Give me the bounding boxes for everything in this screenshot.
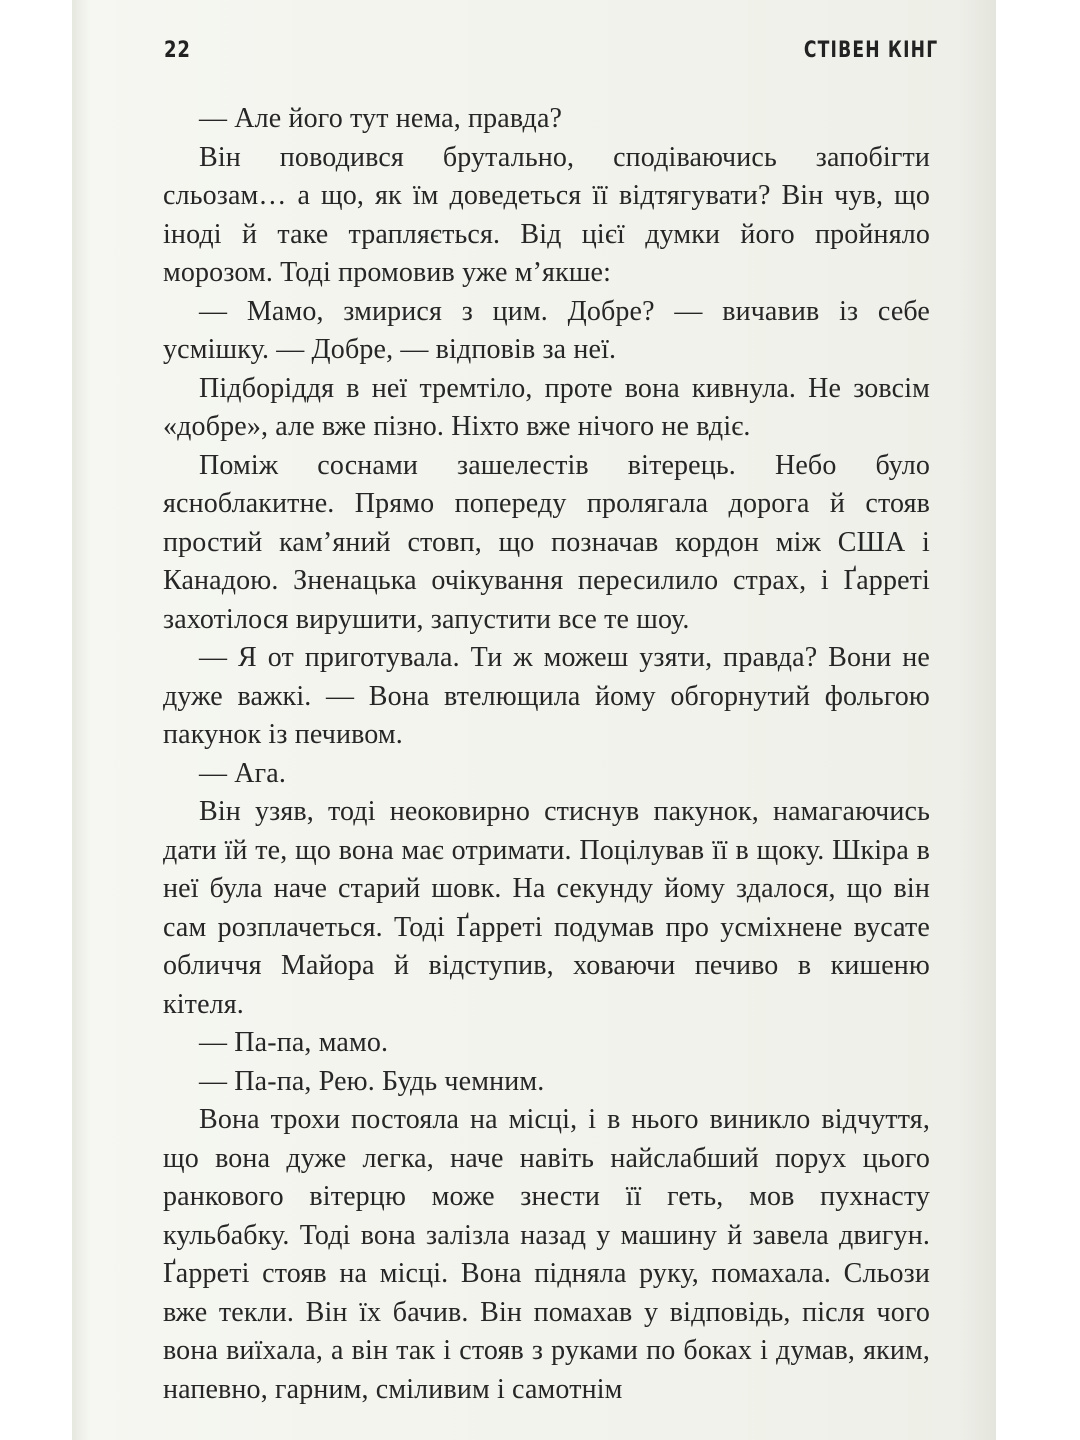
paragraph: Вона трохи постояла на місці, і в нього виникло відчуття, що вона дуже легка, наче навіть найслабший порух цього ранкового вітерцю може знести її геть, мов пухнасту кульбабку. Тоді вона залізла назад у машину й завела двигун. Ґарреті стояв на місці. Вона підняла руку, помахала. Сльози вже текли. Він їх бачив. Він помахав у відповідь, після чого вона виїхала, а він так і стояв з руками по боках і думав, яким, напевно, гарним, сміливим і самотнім <box>163 1104 930 1405</box>
page-fold-shadow <box>72 0 90 1440</box>
paragraph: — Мамо, змирися з цим. Добре? — вичавив із себе усмішку. — Добре, — відповів за неї. <box>163 295 930 365</box>
page-number: 22 <box>164 38 191 63</box>
paragraph: — Але його тут нема, правда? <box>199 103 563 134</box>
page-header <box>164 38 938 78</box>
paragraph: Поміж соснами зашелестів вітерець. Небо було ясноблакитне. Прямо попереду пролягала дорога й стояв простий кам’яний стовп, що позначав кордон між США і Канадою. Зненацька очікування пересилило страх, і Ґарреті захотілося вирушити, запустити все те шоу. <box>163 449 930 635</box>
body-text <box>163 100 930 1409</box>
running-head-author: СТІВЕН КІНГ <box>803 38 938 63</box>
book-page <box>72 0 996 1440</box>
paragraph: — Па-па, мамо. <box>199 1027 389 1058</box>
paragraph: — Ага. <box>199 757 287 789</box>
paragraph: Підборіддя в неї тремтіло, проте вона кивнула. Не зовсім «добре», але вже пізно. Ніхто вже нічого не вдіє. <box>163 372 930 442</box>
paragraph: — Па-па, Рею. Будь чемним. <box>199 1065 545 1097</box>
paragraph: — Я от приготувала. Ти ж можеш узяти, правда? Вони не дуже важкі. — Вона втелющила йому обгорнутий фольгою пакунок із печивом. <box>163 642 930 750</box>
paragraph: Він поводився брутально, сподіваючись запобігти сльозам… а що, як їм доведеться її відтягувати? Він чув, що іноді й таке трапляється. Від цієї думки його пройняло морозом. Тоді промовив уже м’якше: <box>163 141 930 288</box>
paragraph: Він узяв, тоді неоковирно стиснув пакунок, намагаючись дати їй те, що вона має отримати. Поцілував її в щоку. Шкіра в неї була наче старий шовк. На секунду йому здалося, що він сам розплачеться. Тоді Ґарреті подумав про усміхнене вусате обличчя Майора й відступив, ховаючи печиво в кишеню кітеля. <box>163 796 930 1020</box>
